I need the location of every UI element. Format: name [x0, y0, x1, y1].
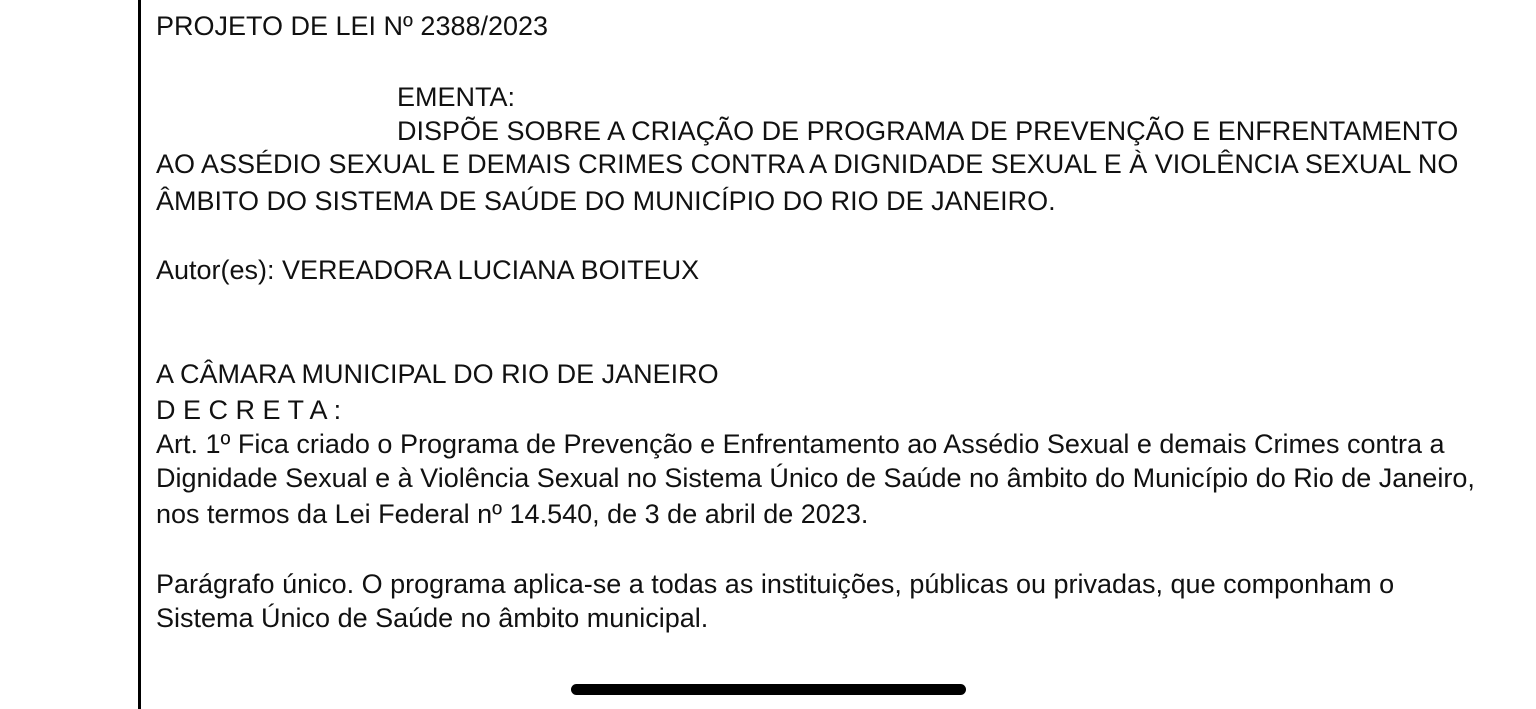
document-page[interactable]	[156, 0, 1536, 709]
ementa-line-1: DISPÕE SOBRE A CRIAÇÃO DE PROGRAMA DE PREVENÇÃO E ENFRENTAMENTO	[397, 116, 1459, 146]
paragraph-line-1: Parágrafo único. O programa aplica-se a todas as instituições, públicas ou privadas, que componham o	[156, 569, 1395, 599]
home-indicator-bar[interactable]	[571, 684, 966, 695]
chamber-heading: A CÂMARA MUNICIPAL DO RIO DE JANEIRO	[156, 359, 719, 389]
ementa-line-2: AO ASSÉDIO SEXUAL E DEMAIS CRIMES CONTRA A DIGNIDADE SEXUAL E À VIOLÊNCIA SEXUAL NO	[156, 149, 1459, 179]
paragraph-line-2: Sistema Único de Saúde no âmbito municipal.	[156, 603, 709, 633]
author-line: Autor(es): VEREADORA LUCIANA BOITEUX	[156, 255, 700, 285]
decreta-heading: D E C R E T A :	[156, 395, 342, 425]
page-left-border	[138, 0, 141, 709]
article-1-line-3: nos termos da Lei Federal nº 14.540, de 3 de abril de 2023.	[156, 499, 869, 529]
bill-title: PROJETO DE LEI Nº 2388/2023	[156, 11, 549, 41]
article-1-line-2: Dignidade Sexual e à Violência Sexual no Sistema Único de Saúde no âmbito do Município do Rio de Janeiro,	[156, 463, 1475, 493]
ementa-label: EMENTA:	[397, 82, 516, 112]
ementa-line-3: ÂMBITO DO SISTEMA DE SAÚDE DO MUNICÍPIO DO RIO DE JANEIRO.	[156, 186, 1056, 216]
article-1-line-1: Art. 1º Fica criado o Programa de Prevenção e Enfrentamento ao Assédio Sexual e demais Crimes contra a	[156, 429, 1445, 459]
